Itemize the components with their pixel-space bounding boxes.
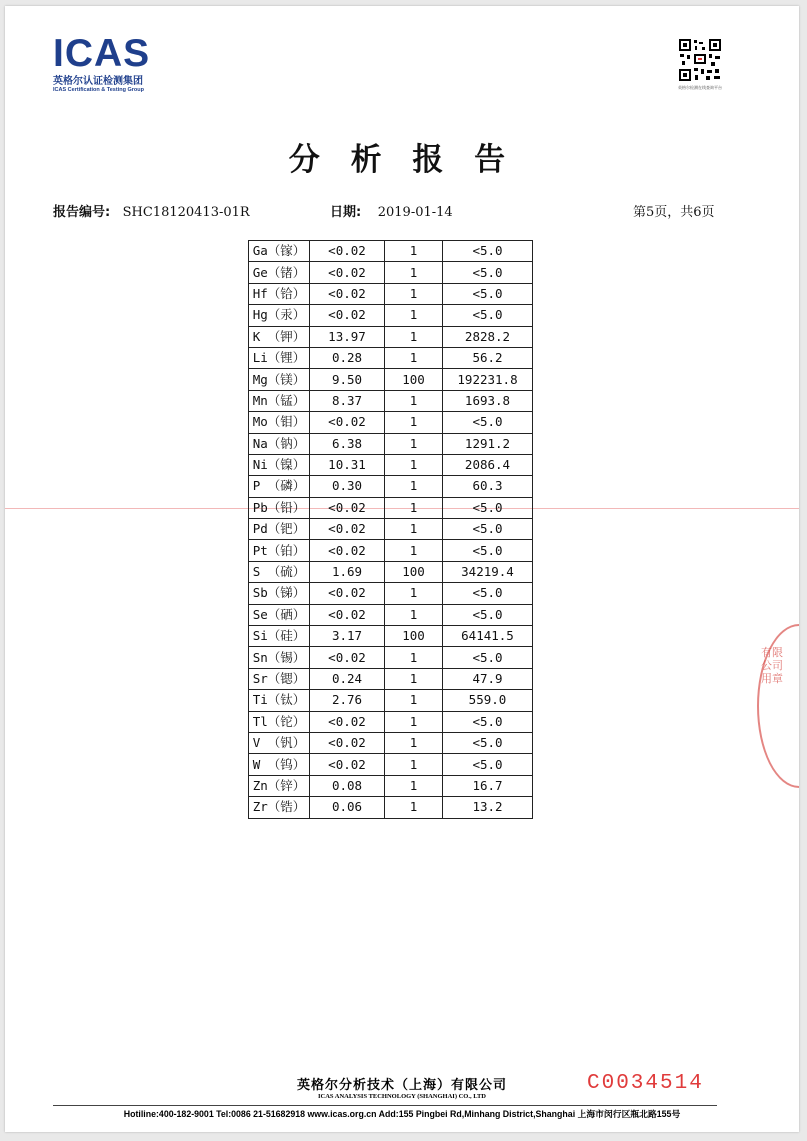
dilution-cell: 1 xyxy=(385,326,443,347)
result-cell: 2828.2 xyxy=(443,326,533,347)
report-date-value: 2019-01-14 xyxy=(377,205,453,220)
value-cell: 3.17 xyxy=(310,626,385,647)
table-row xyxy=(249,519,533,540)
result-cell: <5.0 xyxy=(443,754,533,775)
element-cell: Sr（锶） xyxy=(249,668,310,689)
value-cell: 8.37 xyxy=(310,390,385,411)
element-cell: Se（硒） xyxy=(249,604,310,625)
result-cell: <5.0 xyxy=(443,711,533,732)
table-row xyxy=(249,433,533,454)
dilution-cell: 1 xyxy=(385,797,443,818)
result-cell: <5.0 xyxy=(443,497,533,518)
logo-chinese-name: 英格尔认证检测集团 xyxy=(53,76,143,87)
dilution-cell: 1 xyxy=(385,241,443,262)
element-cell: Ga（镓） xyxy=(249,241,310,262)
value-cell: <0.02 xyxy=(310,497,385,518)
report-date-label: 日期: xyxy=(330,205,362,220)
dilution-cell: 1 xyxy=(385,775,443,796)
table-row xyxy=(249,241,533,262)
dilution-cell: 1 xyxy=(385,283,443,304)
value-cell: 0.28 xyxy=(310,347,385,368)
result-cell: <5.0 xyxy=(443,519,533,540)
footer-divider xyxy=(53,1105,717,1106)
value-cell: <0.02 xyxy=(310,732,385,753)
element-cell: Mn（锰） xyxy=(249,390,310,411)
dilution-cell: 1 xyxy=(385,583,443,604)
value-cell: 0.24 xyxy=(310,668,385,689)
qr-code-icon xyxy=(678,38,722,82)
element-cell: K （钾） xyxy=(249,326,310,347)
result-cell: <5.0 xyxy=(443,241,533,262)
value-cell: 0.06 xyxy=(310,797,385,818)
element-cell: V （钒） xyxy=(249,732,310,753)
table-row xyxy=(249,583,533,604)
table-row xyxy=(249,390,533,411)
value-cell: <0.02 xyxy=(310,412,385,433)
value-cell: <0.02 xyxy=(310,540,385,561)
element-cell: W （钨） xyxy=(249,754,310,775)
table-row xyxy=(249,561,533,582)
dilution-cell: 1 xyxy=(385,412,443,433)
dilution-cell: 1 xyxy=(385,690,443,711)
value-cell: 13.97 xyxy=(310,326,385,347)
table-row xyxy=(249,797,533,818)
seal-text: 有限公司用章 xyxy=(761,646,783,685)
element-cell: Zn（锌） xyxy=(249,775,310,796)
table-row xyxy=(249,732,533,753)
element-cell: Zr（锆） xyxy=(249,797,310,818)
page-number: 第5页，共6页 xyxy=(633,205,715,220)
element-cell: Pd（钯） xyxy=(249,519,310,540)
result-cell: <5.0 xyxy=(443,540,533,561)
element-cell: Pb（铅） xyxy=(249,497,310,518)
table-row xyxy=(249,540,533,561)
element-cell: Si（硅） xyxy=(249,626,310,647)
dilution-cell: 1 xyxy=(385,519,443,540)
company-name-en: ICAS ANALYSIS TECHNOLOGY (SHANGHAI) CO., LTD xyxy=(317,1093,487,1100)
table-row xyxy=(249,775,533,796)
value-cell: <0.02 xyxy=(310,647,385,668)
element-cell: Hg（汞） xyxy=(249,305,310,326)
dilution-cell: 1 xyxy=(385,497,443,518)
value-cell: <0.02 xyxy=(310,604,385,625)
result-cell: <5.0 xyxy=(443,583,533,604)
dilution-cell: 1 xyxy=(385,305,443,326)
results-table xyxy=(248,240,533,819)
table-row xyxy=(249,626,533,647)
element-cell: Li（锂） xyxy=(249,347,310,368)
dilution-cell: 100 xyxy=(385,561,443,582)
table-row xyxy=(249,668,533,689)
dilution-cell: 1 xyxy=(385,604,443,625)
result-cell: 13.2 xyxy=(443,797,533,818)
report-number xyxy=(53,201,250,220)
table-row xyxy=(249,497,533,518)
icas-logo xyxy=(53,34,173,93)
result-cell: 192231.8 xyxy=(443,369,533,390)
element-cell: Pt（铂） xyxy=(249,540,310,561)
result-cell: <5.0 xyxy=(443,283,533,304)
result-cell: 1693.8 xyxy=(443,390,533,411)
value-cell: <0.02 xyxy=(310,262,385,283)
report-page xyxy=(5,6,799,1132)
table-row xyxy=(249,283,533,304)
table-row xyxy=(249,347,533,368)
result-cell: 47.9 xyxy=(443,668,533,689)
table-row xyxy=(249,647,533,668)
table-row xyxy=(249,754,533,775)
result-cell: <5.0 xyxy=(443,305,533,326)
dilution-cell: 1 xyxy=(385,454,443,475)
table-row xyxy=(249,711,533,732)
value-cell: 0.30 xyxy=(310,476,385,497)
value-cell: <0.02 xyxy=(310,711,385,732)
table-row xyxy=(249,369,533,390)
value-cell: 0.08 xyxy=(310,775,385,796)
value-cell: 2.76 xyxy=(310,690,385,711)
value-cell: 10.31 xyxy=(310,454,385,475)
value-cell: 6.38 xyxy=(310,433,385,454)
dilution-cell: 1 xyxy=(385,262,443,283)
table-row xyxy=(249,476,533,497)
dilution-cell: 1 xyxy=(385,668,443,689)
element-cell: Mg（镁） xyxy=(249,369,310,390)
result-cell: <5.0 xyxy=(443,647,533,668)
table-row xyxy=(249,454,533,475)
logo-english-name: ICAS Certification & Testing Group xyxy=(53,87,144,93)
dilution-cell: 1 xyxy=(385,754,443,775)
table-row xyxy=(249,604,533,625)
dilution-cell: 1 xyxy=(385,390,443,411)
element-cell: Mo（钼） xyxy=(249,412,310,433)
element-cell: S （硫） xyxy=(249,561,310,582)
company-name-cn: 英格尔分析技术（上海）有限公司 xyxy=(296,1078,507,1093)
value-cell: 9.50 xyxy=(310,369,385,390)
element-cell: Na（钠） xyxy=(249,433,310,454)
element-cell: Sb（锑） xyxy=(249,583,310,604)
table-row xyxy=(249,305,533,326)
result-cell: <5.0 xyxy=(443,412,533,433)
qr-caption: 英格尔检测在线查询平台 xyxy=(678,85,722,90)
footer-contact: Hotiline:400-182-9001 Tel:0086 21-51682918 www.icas.org.cn Add:155 Pingbei Rd,Minhang District,Shanghai 上海市闵行区瓶北路155号 xyxy=(123,1109,681,1119)
element-cell: P （磷） xyxy=(249,476,310,497)
dilution-cell: 1 xyxy=(385,711,443,732)
value-cell: 1.69 xyxy=(310,561,385,582)
value-cell: <0.02 xyxy=(310,241,385,262)
dilution-cell: 1 xyxy=(385,647,443,668)
result-cell: <5.0 xyxy=(443,732,533,753)
result-cell: 1291.2 xyxy=(443,433,533,454)
element-cell: Hf（铪） xyxy=(249,283,310,304)
report-date xyxy=(330,201,453,220)
page-title: 分 析 报 告 xyxy=(288,142,516,178)
value-cell: <0.02 xyxy=(310,519,385,540)
table-row xyxy=(249,326,533,347)
result-cell: 60.3 xyxy=(443,476,533,497)
element-cell: Ti（钛） xyxy=(249,690,310,711)
result-cell: 56.2 xyxy=(443,347,533,368)
element-cell: Sn（锡） xyxy=(249,647,310,668)
dilution-cell: 100 xyxy=(385,626,443,647)
result-cell: 34219.4 xyxy=(443,561,533,582)
report-number-value: SHC18120413-01R xyxy=(122,205,250,220)
element-cell: Tl（铊） xyxy=(249,711,310,732)
dilution-cell: 1 xyxy=(385,540,443,561)
table-row xyxy=(249,412,533,433)
value-cell: <0.02 xyxy=(310,754,385,775)
result-cell: 559.0 xyxy=(443,690,533,711)
table-row xyxy=(249,262,533,283)
result-cell: 16.7 xyxy=(443,775,533,796)
result-cell: 2086.4 xyxy=(443,454,533,475)
element-cell: Ge（锗） xyxy=(249,262,310,283)
dilution-cell: 1 xyxy=(385,347,443,368)
table-row xyxy=(249,690,533,711)
result-cell: <5.0 xyxy=(443,604,533,625)
result-cell: 64141.5 xyxy=(443,626,533,647)
logo-mark: ICAS xyxy=(53,32,151,75)
dilution-cell: 1 xyxy=(385,476,443,497)
report-number-label: 报告编号: xyxy=(53,205,111,220)
dilution-cell: 1 xyxy=(385,732,443,753)
value-cell: <0.02 xyxy=(310,583,385,604)
value-cell: <0.02 xyxy=(310,305,385,326)
value-cell: <0.02 xyxy=(310,283,385,304)
element-cell: Ni（镍） xyxy=(249,454,310,475)
dilution-cell: 100 xyxy=(385,369,443,390)
dilution-cell: 1 xyxy=(385,433,443,454)
serial-number: C0034514 xyxy=(587,1072,704,1095)
result-cell: <5.0 xyxy=(443,262,533,283)
